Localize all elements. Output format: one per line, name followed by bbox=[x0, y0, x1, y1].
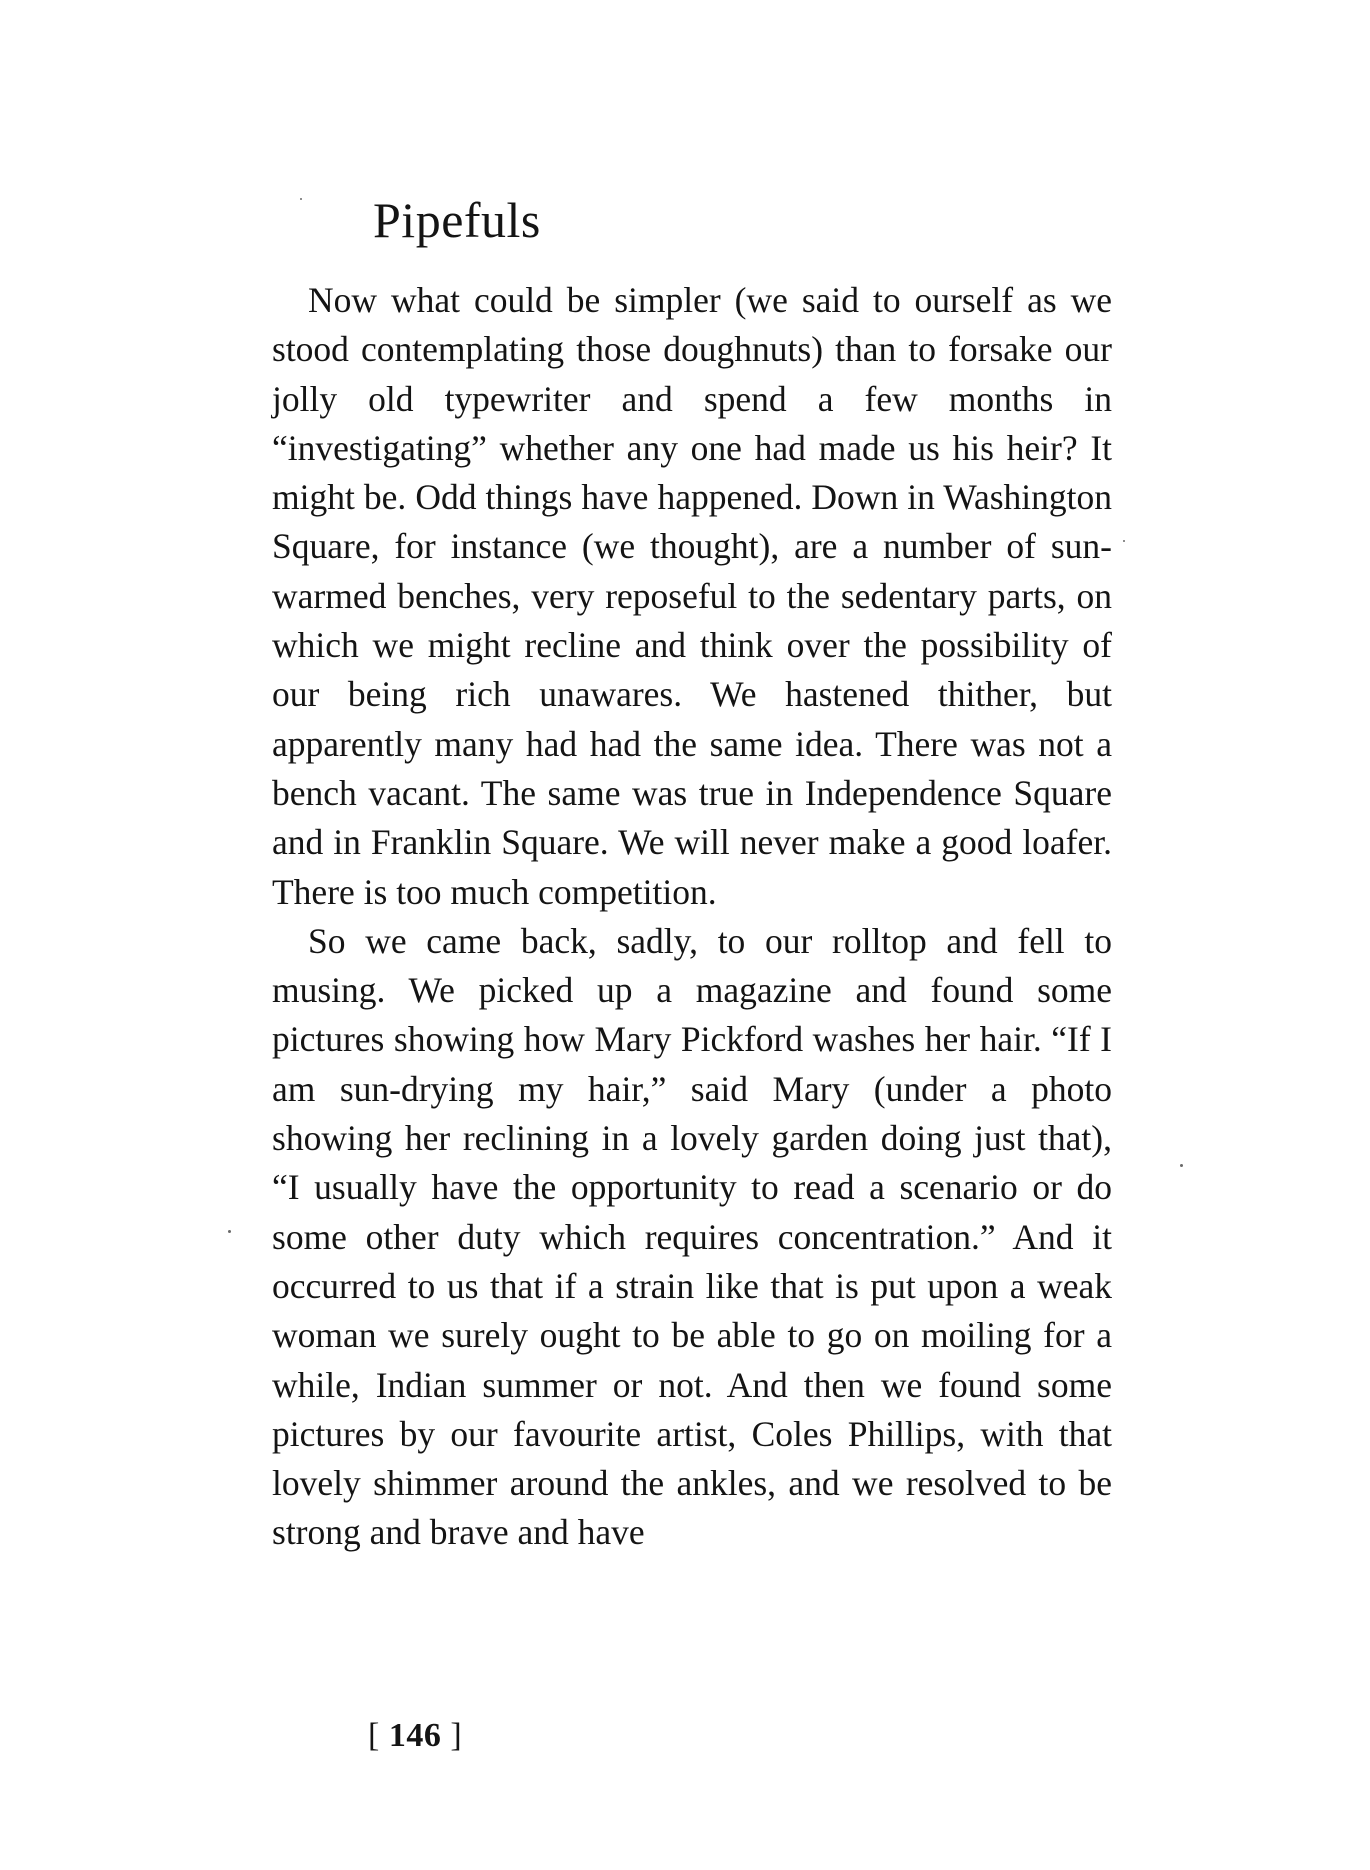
scan-speck bbox=[1180, 1164, 1183, 1167]
folio-number: 146 bbox=[388, 1717, 442, 1754]
body-text bbox=[272, 276, 1112, 1558]
scan-speck bbox=[228, 1230, 231, 1233]
scan-speck bbox=[300, 198, 302, 200]
folio-close-bracket: ] bbox=[450, 1717, 463, 1754]
paragraph-1: Now what could be simpler (we said to ourself as we stood contemplating those doughnuts) than to forsake our jolly old typewriter and spend a few months in “investigating” whether any one had made us his heir? It might be. Odd things have happened. Down in Washington Square, for instance (we thought), are a number of sun-warmed benches, very reposeful to the sedentary parts, on which we might recline and think over the possibility of our being rich unawares. We hastened thither, but apparently many had had the same idea. There was not a bench vacant. The same was true in Independence Square and in Franklin Square. We will never make a good loafer. There is too much competition. bbox=[272, 280, 1112, 912]
folio-open-bracket: [ bbox=[368, 1717, 380, 1754]
scan-speck bbox=[1123, 540, 1125, 542]
paragraph-2: So we came back, sadly, to our rolltop and fell to musing. We picked up a magazine and found some pictures showing how Mary Pickford washes her hair. “If I am sun-drying my hair,” said Mary (under a photo showing her reclining in a lovely garden doing just that), “I usually have the opportunity to read a scenario or do some other duty which requires concentration.” And it occurred to us that if a strain like that is put upon a weak woman we surely ought to be able to go on moiling for a while, Indian summer or not. And then we found some pictures by our favourite artist, Coles Phillips, with that lovely shimmer around the ankles, and we resolved to be strong and brave and have bbox=[272, 920, 1112, 1553]
running-head: Pipefuls bbox=[373, 192, 541, 248]
page-number bbox=[368, 1716, 462, 1756]
